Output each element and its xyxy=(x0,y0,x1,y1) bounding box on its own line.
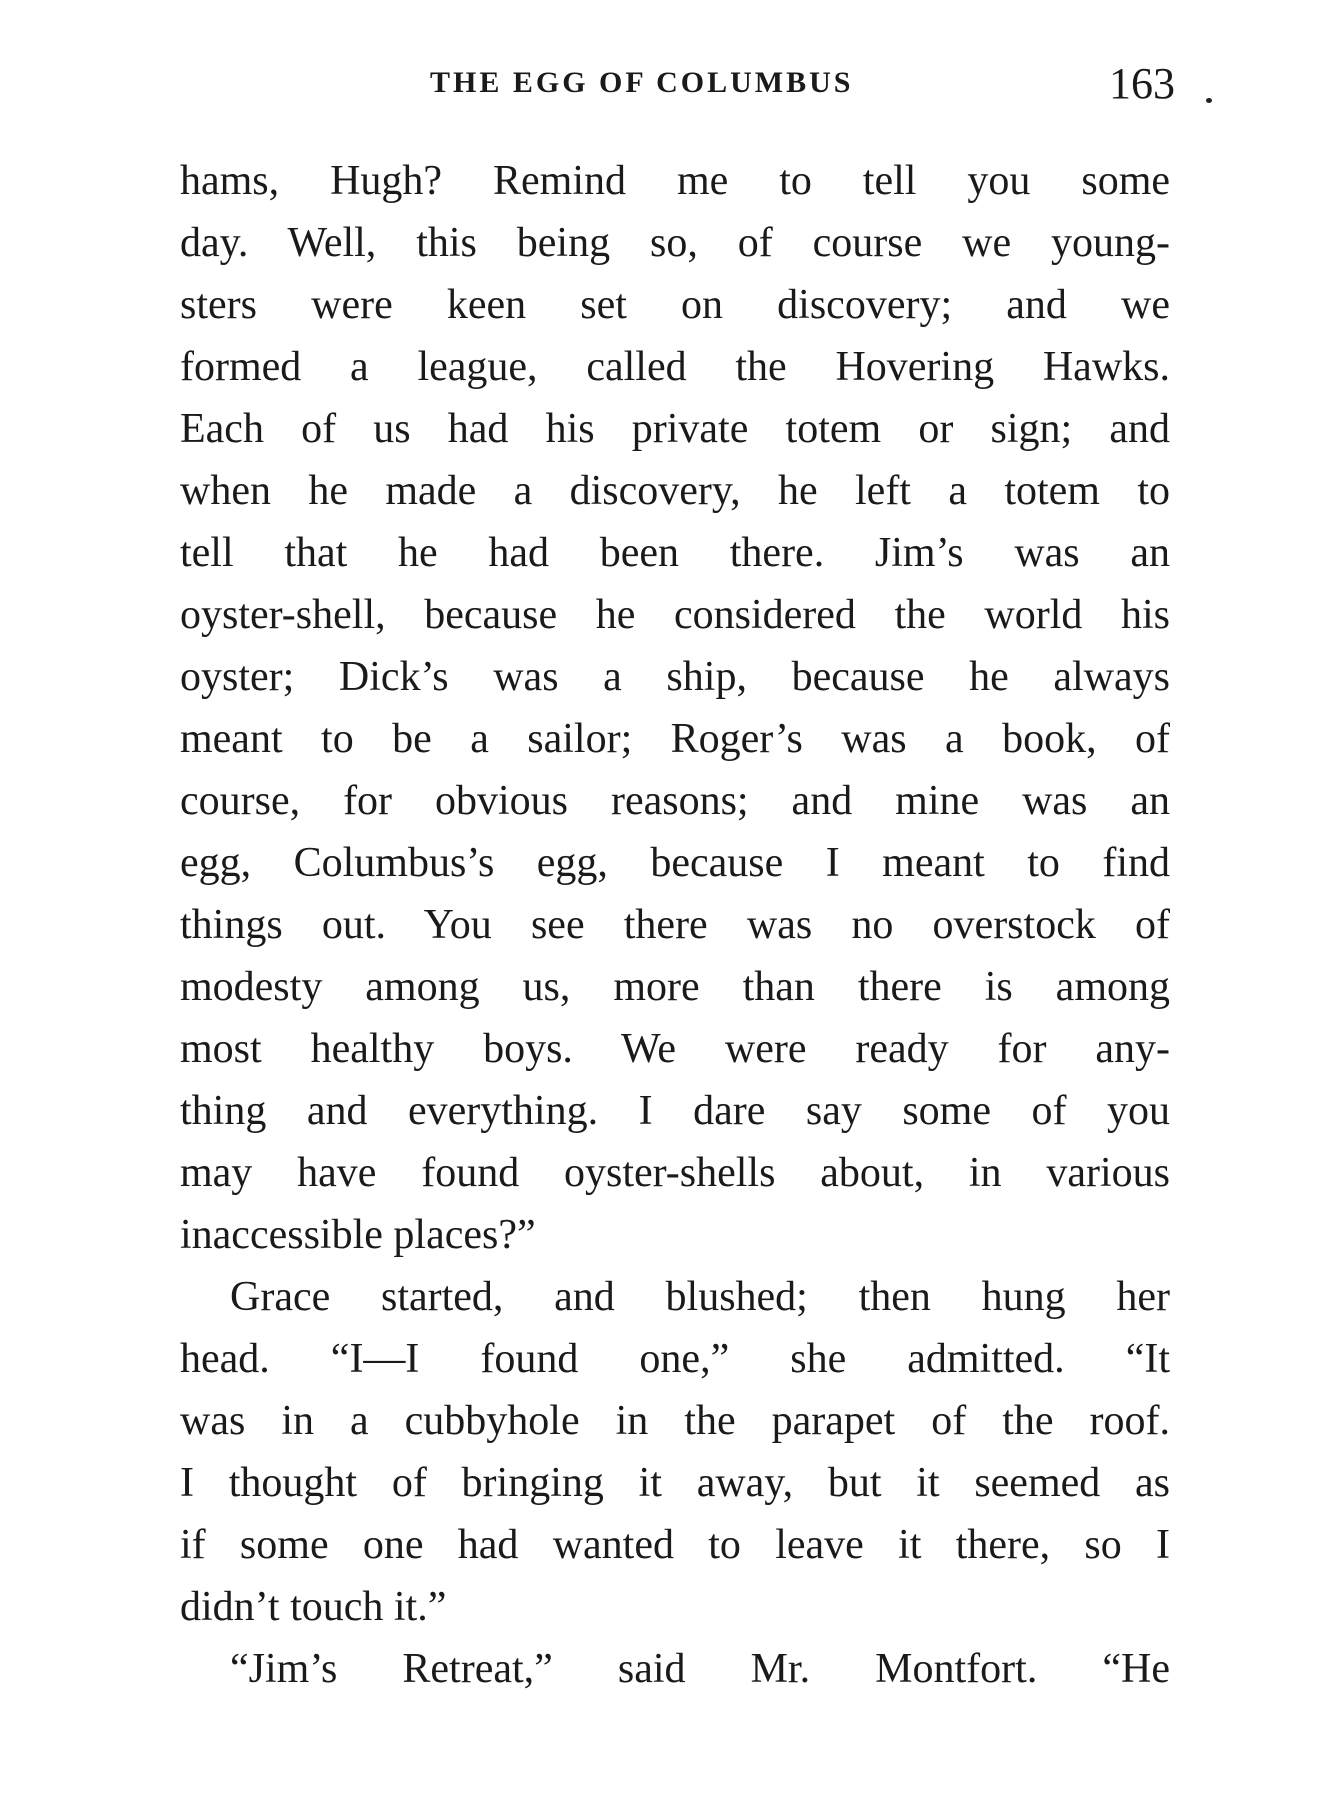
text-line: modesty among us, more than there is among xyxy=(180,964,1170,1010)
text-line: things out. You see there was no overstock of xyxy=(180,902,1170,948)
text-line: oyster-shell, because he considered the world his xyxy=(180,592,1170,638)
text-line: meant to be a sailor; Roger’s was a book, of xyxy=(180,716,1170,762)
text-line: may have found oyster-shells about, in various xyxy=(180,1150,1170,1196)
text-line: egg, Columbus’s egg, because I meant to find xyxy=(180,840,1170,886)
text-line: if some one had wanted to leave it there, so I xyxy=(180,1522,1170,1568)
body-text xyxy=(180,150,1170,1700)
running-title: THE EGG OF COLUMBUS xyxy=(430,66,854,99)
running-head xyxy=(180,58,1175,108)
text-line: sters were keen set on discovery; and we xyxy=(180,282,1170,328)
text-line: oyster; Dick’s was a ship, because he always xyxy=(180,654,1170,700)
text-line: didn’t touch it.” xyxy=(180,1584,447,1630)
text-line: hams, Hugh? Remind me to tell you some xyxy=(180,158,1170,204)
text-line: formed a league, called the Hovering Hawks. xyxy=(180,344,1170,390)
text-line: was in a cubbyhole in the parapet of the roof. xyxy=(180,1398,1170,1444)
text-line: thing and everything. I dare say some of you xyxy=(180,1088,1170,1134)
text-line: when he made a discovery, he left a totem to xyxy=(180,468,1170,514)
text-line: inaccessible places?” xyxy=(180,1212,536,1258)
text-line: day. Well, this being so, of course we young- xyxy=(180,220,1170,266)
text-line: Each of us had his private totem or sign; and xyxy=(180,406,1170,452)
text-line: most healthy boys. We were ready for any- xyxy=(180,1026,1170,1072)
text-line: “Jim’s Retreat,” said Mr. Montfort. “He xyxy=(230,1646,1170,1692)
text-line: Grace started, and blushed; then hung her xyxy=(230,1274,1170,1320)
text-line: course, for obvious reasons; and mine was an xyxy=(180,778,1170,824)
text-line: tell that he had been there. Jim’s was an xyxy=(180,530,1170,576)
text-line: head. “I—I found one,” she admitted. “It xyxy=(180,1336,1170,1382)
ink-speck xyxy=(1206,98,1212,103)
page-number: 163 xyxy=(1109,59,1175,108)
text-line: I thought of bringing it away, but it seemed as xyxy=(180,1460,1170,1506)
